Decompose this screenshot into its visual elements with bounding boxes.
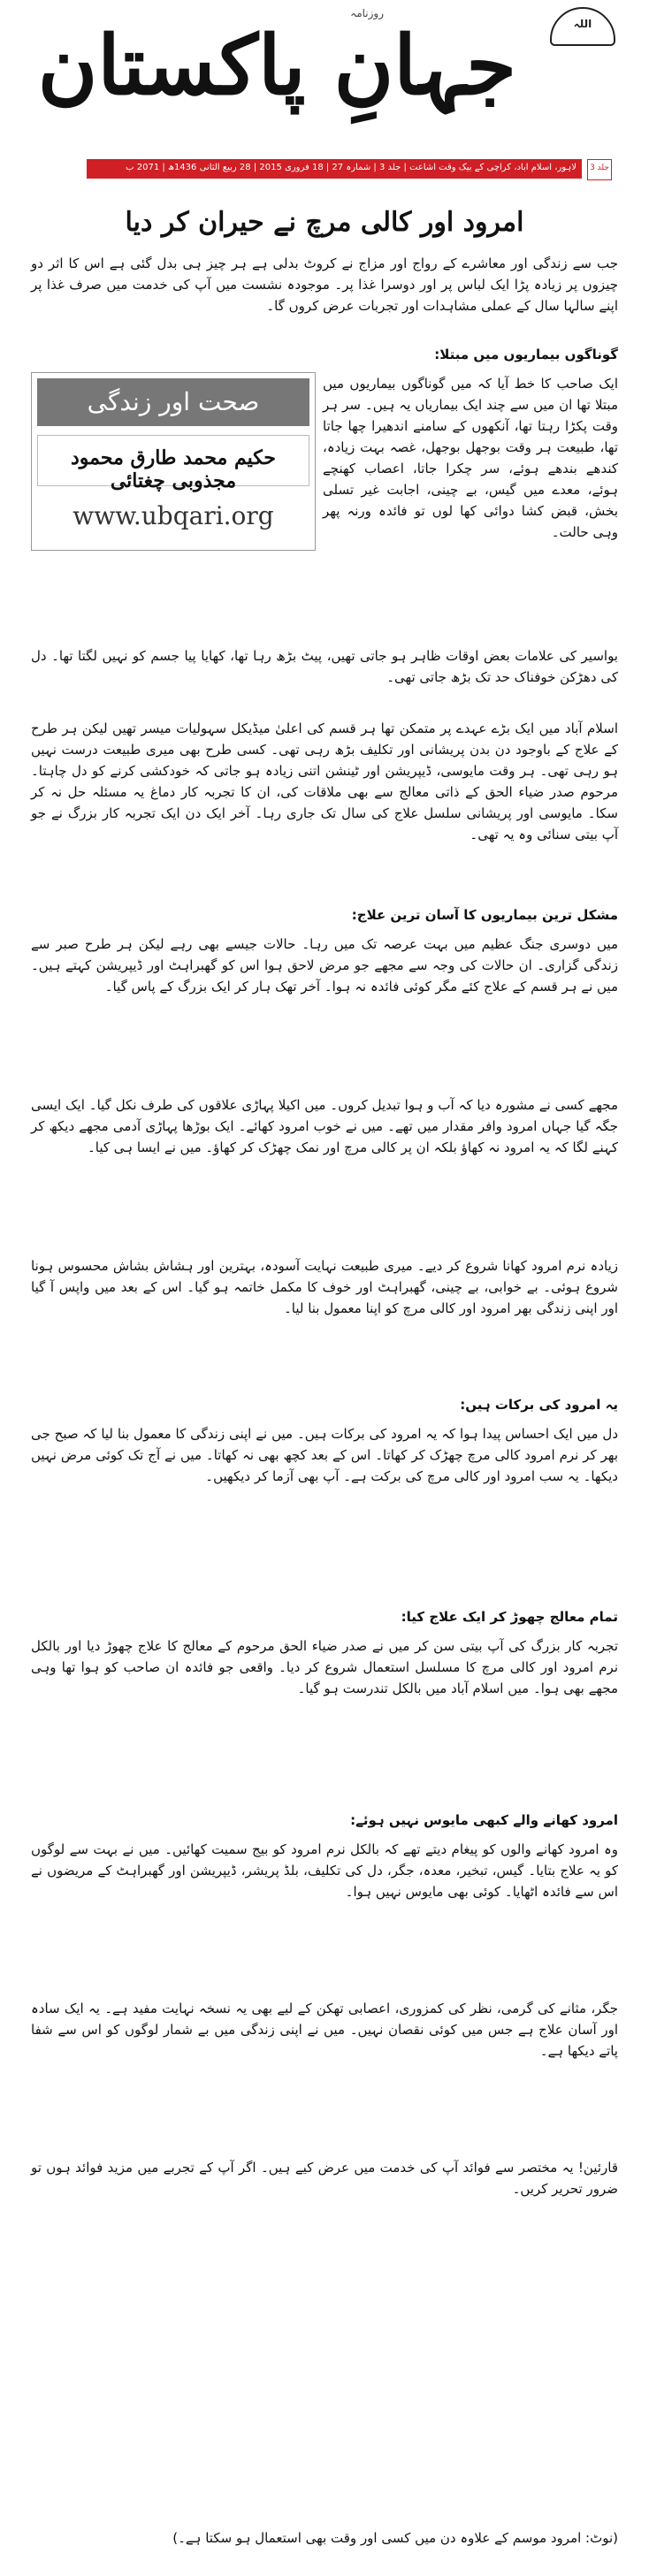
masthead-emblem-icon [550, 7, 615, 46]
brand-card-author: حکیم محمد طارق محمود مجذوبی چغتائی [70, 446, 277, 492]
paragraph-3: اسلام آباد میں ایک بڑے عہدے پر متمکن تھا ہر قسم کی اعلیٰ میڈیکل سہولیات میسر تھیں لیکن ہر طرح کے علاج کے باوجود دن بدن پریشانی اور تکلیف بڑھ رہی تھی۔ کسی طرح بھی میری طبیعت درست نہیں ہو رہی تھی۔ ہر وقت مایوسی، ڈیپریشن اور ٹینشن اتنی زیادہ ہو جاتی کہ خودکشی کرنے کو دل چاہتا۔ مرحوم صدر ضیاء الحق کے ذاتی معالج سے بھی ملاقات کی، ان کا تجربہ کار دماغ یہ مسئلہ حل نہ کر سکا۔ مایوسی اور پریشانی سلسل علاج کی سال تک جاری رہا۔ آخر ایک دن ایک تجربہ کار بزرگ نے جو آپ بیتی سنائی وہ یہ تھی۔ [31, 720, 618, 842]
masthead-title: جہانِ پاکستان [37, 18, 516, 113]
article-title: امرود اور کالی مرچ نے حیران کر دیا [125, 207, 524, 238]
subheading-2: مشکل ترین بیماریوں کا آسان ترین علاج: [351, 907, 618, 923]
masthead-info-line: لاہور، اسلام آباد، کراچی کے بیک وقت اشاعت | جلد 3 | شمارہ 27 | 18 فروری 2015 | 28 ربیع الثانی 1436ھ | 2071 ب [126, 163, 576, 172]
paragraph-11: قارئین! یہ مختصر سے فوائد آپ کی خدمت میں عرض کیے ہیں۔ اگر آپ کے تجربے میں مزید فوائد ہوں تو ضرور تحریر کریں۔ [31, 2160, 618, 2197]
masthead [0, 0, 649, 172]
article-note: (نوٹ: امرود موسم کے علاوہ دن میں کسی اور وقت بھی استعمال ہو سکتا ہے۔) [172, 2530, 618, 2546]
paragraph-2: بواسیر کی علامات بعض اوقات ظاہر ہو جاتی تھیں، پیٹ بڑھ رہا تھا، کھایا پیا جسم کو نہیں لگتا تھا۔ دل کی دھڑکن خوفناک حد تک بڑھ جاتی تھی۔ [31, 648, 618, 685]
paragraph-9: وہ امرود کھانے والوں کو پیغام دیتے تھے کہ بالکل نرم امرود کو بیج سمیت کھائیں۔ میں نے بہت سے لوگوں کو یہ علاج بتایا۔ گیس، تبخیر، معدہ، جگر، دل کی تکلیف، بلڈ پریشر، ڈیپریشن اور گھبراہٹ کے مریضوں نے اس سے فائدہ اٹھایا۔ کوئی بھی مایوس نہیں ہوا۔ [31, 1841, 618, 1900]
brand-card-title: صحت اور زندگی [87, 387, 260, 416]
author-brand-card [31, 372, 316, 551]
issue-label: جلد 3 [590, 164, 609, 172]
paragraph-5: مجھے کسی نے مشورہ دیا کہ آب و ہوا تبدیل کروں۔ میں اکیلا پہاڑی علاقوں کی طرف نکل گیا۔ ایک ایسی جگہ گیا جہاں امرود وافر مقدار میں تھے۔ میں نے خوب امرود کھائے۔ ایک بوڑھا پہاڑی آدمی مجھے دیکھ کر کہنے لگا کہ یہ امرود نہ کھاؤ بلکہ ان پر کالی مرچ اور نمک چھڑک کر کھاؤ۔ میں نے ایسا ہی کیا۔ [31, 1097, 618, 1155]
subheading-1: گوناگوں بیماریوں میں مبتلا: [434, 347, 618, 362]
brand-card-website: www.ubqari.org [73, 501, 274, 530]
paragraph-1: ایک صاحب کا خط آیا کہ میں گوناگوں بیماریوں میں مبتلا تھا ان میں سے چند ایک بیماریاں یہ ہیں۔ سر ہر وقت پکڑا رہتا تھا، آنکھوں کے سامنے اندھیرا چھا جاتا تھا، طبیعت ہر وقت بوجھل بوجھل، غصہ بہت زیادہ، کندھے بندھے ہوئے، سر چکرا جاتا، اعصاب کھنچے ہوئے، معدے میں گیس، بے چینی، اجابت غیر تسلی بخش، قبض کشا دوائی کھا لوں تو فائدہ ورنہ پھر وہی حالت۔ [323, 376, 618, 540]
subheading-3: یہ امرود کی برکات ہیں: [460, 1397, 618, 1413]
masthead-small-top: روزنامہ [350, 7, 384, 19]
paragraph-6: زیادہ نرم امرود کھانا شروع کر دیے۔ میری طبیعت نہایت آسودہ، بہترین اور ہشاش بشاش محسوس ہونا شروع ہوئی۔ بے خوابی، بے چینی، گھبراہٹ اور خوف کا مکمل خاتمہ ہو گیا۔ اس کے بعد میں واپس آ گیا اور اپنی زندگی بھر امرود اور کالی مرچ کو اپنا معمول بنا لیا۔ [31, 1258, 618, 1316]
paragraph-10: جگر، مثانے کی گرمی، نظر کی کمزوری، اعصابی تھکن کے لیے بھی یہ نسخہ نہایت مفید ہے۔ یہ ایک سادہ اور آسان علاج ہے جس میں کوئی نقصان نہیں۔ میں نے اپنی زندگی میں بے شمار لوگوں کو اس سے شفا پاتے دیکھا ہے۔ [31, 2001, 618, 2059]
brand-card-top [37, 378, 309, 426]
article-lead: جب سے زندگی اور معاشرے کے رواج اور مزاج نے کروٹ بدلی ہے ہر چیز ہی بدل گئی ہے اس کا اثر دو چیزوں پر زیادہ پڑا ایک لباس پر اور دوسرا غذا پر۔ موجودہ نشست میں آپ کی خدمت میں صرف غذا پر اپنے سالہا سال کے عملی مشاہدات اور تجربات عرض کروں گا۔ [31, 255, 618, 314]
brand-card-author-box [37, 435, 309, 492]
paragraph-7: دل میں ایک احساس پیدا ہوا کہ یہ امرود کی برکات ہیں۔ میں نے اپنی زندگی کا معمول بنا لیا کہ صبح جی بھر کر نرم امرود کالی مرچ چھڑک کر کھاتا۔ اس کے بعد کچھ بھی نہ کھاتا۔ میں نے آج تک کوئی مرض نہیں دیکھا۔ یہ سب امرود اور کالی مرچ کی برکت ہے۔ آپ بھی آزما کر دیکھیں۔ [31, 1426, 618, 1484]
issue-box [587, 159, 612, 180]
masthead-info-strip [87, 159, 582, 179]
masthead-emblem-text: اللہ [573, 18, 592, 30]
subheading-5: امرود کھانے والے کبھی مایوس نہیں ہوئے: [350, 1812, 618, 1828]
paragraph-4: میں دوسری جنگ عظیم میں بہت عرصہ تک میں رہا۔ حالات جیسے بھی رہے لیکن ہر طرح صبر سے زندگی گزاری۔ ان حالات کی وجہ سے مجھے جو مرض لاحق ہوا اس کو گھبراہٹ اور ڈیپریشن کہتے ہیں۔ میں نے ہر قسم کے علاج کئے مگر کوئی فائدہ نہ ہوا۔ آخر تھک ہار کر ایک بزرگ کے پاس گیا۔ [31, 936, 618, 995]
subheading-4: تمام معالج چھوڑ کر ایک علاج کیا: [401, 1609, 618, 1625]
paragraph-8: تجربہ کار بزرگ کی آپ بیتی سن کر میں نے صدر ضیاء الحق مرحوم کے معالج کا علاج چھوڑ دیا اور بالکل نرم امرود اور کالی مرچ کا مسلسل استعمال شروع کر دیا۔ واقعی جو فائدہ ان صاحب کو ہوا تھا وہی مجھے بھی ہوا۔ میں اسلام آباد میں بالکل تندرست ہو گیا۔ [31, 1638, 618, 1696]
